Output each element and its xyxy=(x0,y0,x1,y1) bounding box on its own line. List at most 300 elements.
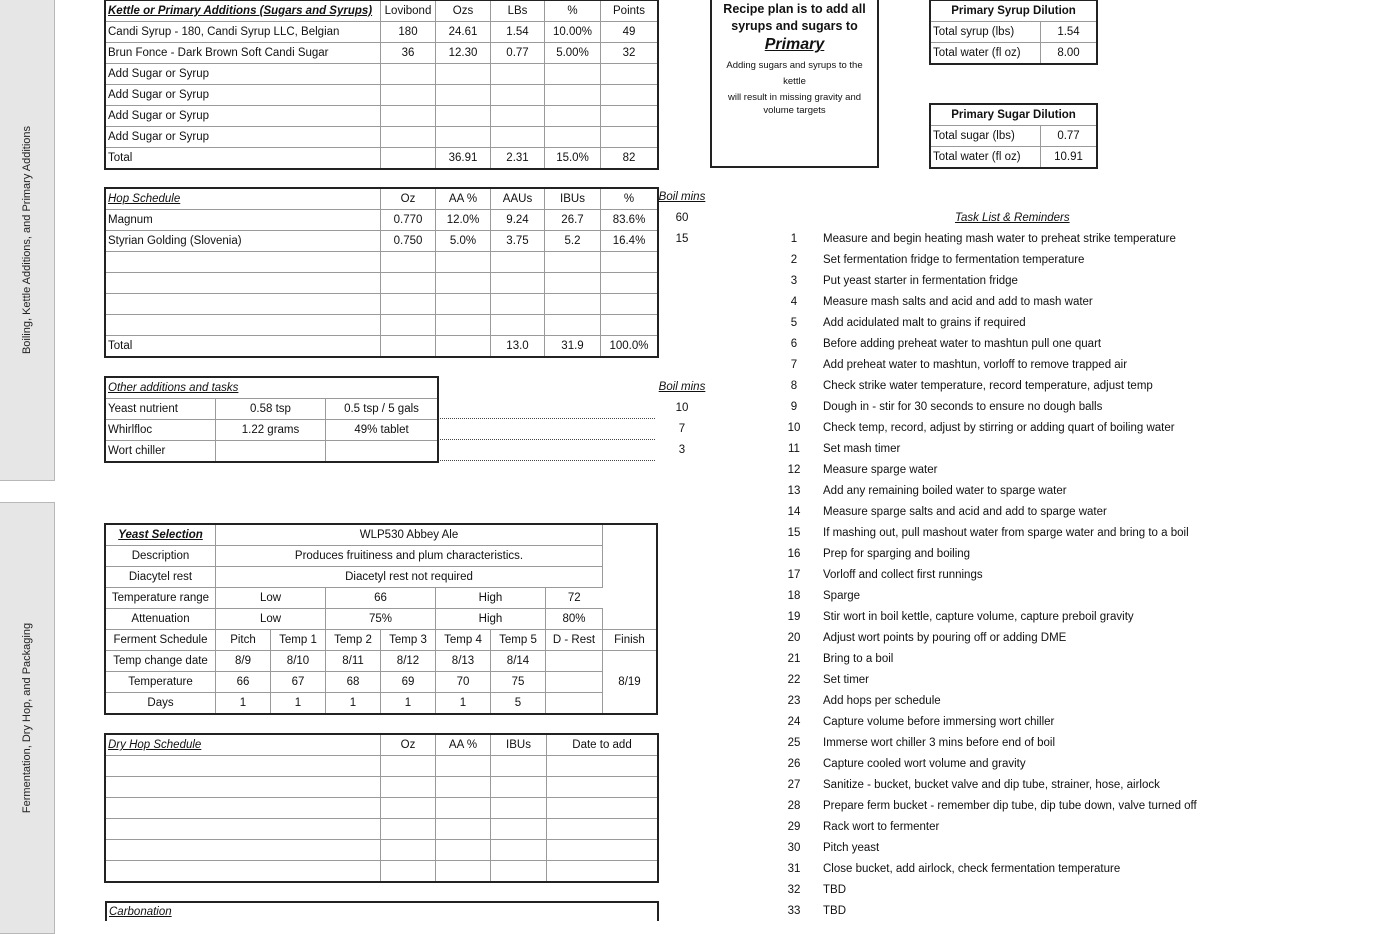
hop-cell xyxy=(545,273,601,294)
side-tab-fermentation[interactable] xyxy=(0,502,55,934)
dry-hop-header-ibus: IBUs xyxy=(491,735,547,756)
sugar-dilution-value[interactable]: 10.91 xyxy=(1041,147,1097,168)
side-tab-fermentation-label: Fermentation, Dry Hop, and Packaging xyxy=(21,622,33,814)
kettle-cell[interactable] xyxy=(545,85,601,106)
hop-cell[interactable] xyxy=(106,294,381,315)
yeast-tempr-cell[interactable]: 67 xyxy=(271,672,326,693)
task-number: 25 xyxy=(787,737,801,749)
hop-cell xyxy=(491,273,545,294)
syrup-dilution-title: Primary Syrup Dilution xyxy=(931,1,1097,22)
hop-cell: 83.6% xyxy=(601,210,658,231)
yeast-temp-high: 72 xyxy=(546,588,603,609)
hop-cell[interactable] xyxy=(436,252,491,273)
dry-hop-table xyxy=(105,734,658,882)
kettle-total-pct: 15.0% xyxy=(545,148,601,169)
task-item: Capture volume before immersing wort chiller xyxy=(823,716,1055,728)
kettle-cell[interactable] xyxy=(601,106,658,127)
table-row xyxy=(106,420,438,441)
table-row xyxy=(106,399,438,420)
yeast-date-cell[interactable]: 8/12 xyxy=(381,651,436,672)
other-boil-mins-value[interactable]: 7 xyxy=(678,423,686,435)
hop-header-aaus: AAUs xyxy=(491,189,545,210)
table-row xyxy=(106,22,658,43)
hop-cell[interactable] xyxy=(436,273,491,294)
side-tab-boiling[interactable] xyxy=(0,0,55,481)
task-item: Dough in - stir for 30 seconds to ensure no dough balls xyxy=(823,401,1103,413)
task-item: Check strike water temperature, record temperature, adjust temp xyxy=(823,380,1153,392)
other-boil-mins-label: Boil mins xyxy=(658,381,706,393)
sugar-dilution-value[interactable]: 0.77 xyxy=(1041,126,1097,147)
hop-cell xyxy=(491,252,545,273)
syrup-dilution-value[interactable]: 8.00 xyxy=(1041,43,1097,64)
yeast-date-cell[interactable]: 8/10 xyxy=(271,651,326,672)
dry-hop-cell[interactable] xyxy=(381,861,436,882)
dry-hop-cell[interactable] xyxy=(436,861,491,882)
dry-hop-cell xyxy=(491,777,547,798)
task-number: 1 xyxy=(790,233,798,245)
table-row xyxy=(106,609,657,630)
hop-schedule-table xyxy=(105,188,658,357)
task-number: 20 xyxy=(787,632,801,644)
recipe-plan-line1: Recipe plan is to add all xyxy=(723,2,866,16)
hop-cell[interactable] xyxy=(106,273,381,294)
table-row xyxy=(106,567,657,588)
other-cell: 49% tablet xyxy=(326,420,438,441)
task-number: 32 xyxy=(787,884,801,896)
dry-hop-cell[interactable] xyxy=(381,840,436,861)
task-item: Add hops per schedule xyxy=(823,695,941,707)
yeast-days-cell[interactable]: 1 xyxy=(436,693,491,714)
yeast-sched-cell: Pitch xyxy=(216,630,271,651)
task-number: 28 xyxy=(787,800,801,812)
hop-cell[interactable] xyxy=(436,294,491,315)
table-row xyxy=(106,756,658,777)
other-cell: Yeast nutrient xyxy=(106,399,216,420)
table-row xyxy=(106,861,658,882)
kettle-cell[interactable]: Add Sugar or Syrup xyxy=(106,106,381,127)
yeast-strain[interactable]: WLP530 Abbey Ale xyxy=(216,525,603,546)
dry-hop-cell[interactable] xyxy=(381,798,436,819)
hop-cell: 3.75 xyxy=(491,231,545,252)
task-number: 16 xyxy=(787,548,801,560)
task-number: 12 xyxy=(787,464,801,476)
task-item: Vorloff and collect first runnings xyxy=(823,569,983,581)
task-number: 30 xyxy=(787,842,801,854)
task-item: Stir wort in boil kettle, capture volume, capture preboil gravity xyxy=(823,611,1134,623)
task-item: Put yeast starter in fermentation fridge xyxy=(823,275,1018,287)
hop-cell xyxy=(545,294,601,315)
task-item: Adjust wort points by pouring off or adding DME xyxy=(823,632,1067,644)
table-row xyxy=(106,43,658,64)
task-item: Prep for sparging and boiling xyxy=(823,548,971,560)
dry-hop-cell[interactable] xyxy=(436,819,491,840)
task-number: 22 xyxy=(787,674,801,686)
dry-hop-cell[interactable] xyxy=(106,861,381,882)
task-item: Prepare ferm bucket - remember dip tube, dip tube down, valve turned off xyxy=(823,800,1197,812)
table-row xyxy=(106,840,658,861)
kettle-header-name: Kettle or Primary Additions (Sugars and Syrups) xyxy=(106,1,381,22)
task-number: 4 xyxy=(790,296,798,308)
kettle-cell[interactable]: 36 xyxy=(381,43,436,64)
yeast-temp-low-label: Low xyxy=(216,588,326,609)
task-item: Add preheat water to mashtun, vorloff to remove trapped air xyxy=(823,359,1128,371)
kettle-cell[interactable]: 1.54 xyxy=(491,22,545,43)
task-item: Sanitize - bucket, bucket valve and dip tube, strainer, hose, airlock xyxy=(823,779,1160,791)
kettle-total-ozs: 36.91 xyxy=(436,148,491,169)
yeast-description-label: Description xyxy=(106,546,216,567)
hop-cell[interactable] xyxy=(106,315,381,336)
kettle-cell[interactable] xyxy=(491,127,545,148)
table-row xyxy=(106,525,657,546)
hop-header-pct: % xyxy=(601,189,658,210)
task-number: 9 xyxy=(790,401,798,413)
task-number: 24 xyxy=(787,716,801,728)
kettle-cell[interactable]: Brun Fonce - Dark Brown Soft Candi Sugar xyxy=(106,43,381,64)
hop-total-row xyxy=(106,336,658,357)
sugar-dilution-label: Total water (fl oz) xyxy=(931,147,1041,168)
dry-hop-cell xyxy=(491,756,547,777)
dry-hop-cell[interactable] xyxy=(106,840,381,861)
yeast-temp-label: Temperature range xyxy=(106,588,216,609)
kettle-cell[interactable]: 5.00% xyxy=(545,43,601,64)
task-item: Measure sparge salts and acid and add to sparge water xyxy=(823,506,1107,518)
other-cell: 0.58 tsp xyxy=(216,399,326,420)
table-row xyxy=(106,127,658,148)
side-tab-boiling-label: Boiling, Kettle Additions, and Primary Additions xyxy=(21,125,33,355)
carbonation-label: Carbonation xyxy=(109,906,172,918)
hop-header-name: Hop Schedule xyxy=(106,189,381,210)
other-cell: 0.5 tsp / 5 gals xyxy=(326,399,438,420)
dry-hop-cell[interactable] xyxy=(106,756,381,777)
task-number: 26 xyxy=(787,758,801,770)
task-item: TBD xyxy=(823,905,846,917)
kettle-header-row xyxy=(106,1,658,22)
kettle-cell[interactable]: 10.00% xyxy=(545,22,601,43)
yeast-date-cell[interactable] xyxy=(546,651,603,672)
dry-hop-cell[interactable] xyxy=(381,756,436,777)
kettle-cell[interactable] xyxy=(436,85,491,106)
hop-cell[interactable] xyxy=(381,315,436,336)
dry-hop-cell[interactable] xyxy=(547,777,658,798)
yeast-table xyxy=(105,524,657,714)
task-number: 23 xyxy=(787,695,801,707)
sugar-dilution-title: Primary Sugar Dilution xyxy=(931,105,1097,126)
yeast-sched-cell: Temp 2 xyxy=(326,630,381,651)
yeast-sched-cell: Temp 3 xyxy=(381,630,436,651)
task-item: Before adding preheat water to mashtun pull one quart xyxy=(823,338,1102,350)
table-row xyxy=(106,294,658,315)
kettle-cell[interactable] xyxy=(436,127,491,148)
task-number: 2 xyxy=(790,254,798,266)
sugar-dilution-label: Total sugar (lbs) xyxy=(931,126,1041,147)
recipe-plan-line2: syrups and sugars to xyxy=(731,19,858,33)
yeast-atten-low: 75% xyxy=(326,609,436,630)
kettle-cell[interactable] xyxy=(601,64,658,85)
task-item: Rack wort to fermenter xyxy=(823,821,940,833)
yeast-sched-cell: Temp 5 xyxy=(491,630,546,651)
table-row xyxy=(106,819,658,840)
dry-hop-cell[interactable] xyxy=(106,819,381,840)
task-number: 15 xyxy=(787,527,801,539)
yeast-atten-label: Attenuation xyxy=(106,609,216,630)
hop-cell[interactable]: 0.750 xyxy=(381,231,436,252)
task-number: 19 xyxy=(787,611,801,623)
task-number: 11 xyxy=(788,443,800,455)
hop-cell xyxy=(601,273,658,294)
dry-hop-cell[interactable] xyxy=(436,756,491,777)
kettle-cell[interactable]: 0.77 xyxy=(491,43,545,64)
hop-cell: 26.7 xyxy=(545,210,601,231)
kettle-cell[interactable] xyxy=(436,64,491,85)
yeast-days-cell[interactable] xyxy=(546,693,603,714)
hop-cell: 5.2 xyxy=(545,231,601,252)
yeast-selection-label: Yeast Selection xyxy=(106,525,216,546)
kettle-cell[interactable] xyxy=(601,85,658,106)
hop-total-pct: 100.0% xyxy=(601,336,658,357)
task-item: Sparge xyxy=(823,590,861,602)
yeast-tempr-cell[interactable]: 69 xyxy=(381,672,436,693)
hop-header-row xyxy=(106,189,658,210)
dry-hop-cell[interactable] xyxy=(381,819,436,840)
yeast-tempr-cell[interactable]: 66 xyxy=(216,672,271,693)
dry-hop-cell[interactable] xyxy=(106,777,381,798)
kettle-cell[interactable] xyxy=(381,85,436,106)
yeast-date-cell[interactable]: 8/11 xyxy=(326,651,381,672)
hop-cell xyxy=(545,315,601,336)
dry-hop-cell[interactable] xyxy=(381,777,436,798)
kettle-cell[interactable]: 12.30 xyxy=(436,43,491,64)
kettle-cell[interactable]: Candi Syrup - 180, Candi Syrup LLC, Belgian xyxy=(106,22,381,43)
kettle-total-lbs: 2.31 xyxy=(491,148,545,169)
yeast-atten-high-label: High xyxy=(436,609,546,630)
other-additions-header: Other additions and tasks xyxy=(106,378,438,399)
hop-cell[interactable] xyxy=(381,273,436,294)
kettle-header-pct: % xyxy=(545,1,601,22)
yeast-sched-cell: D - Rest xyxy=(546,630,603,651)
hop-cell xyxy=(491,315,545,336)
hop-cell[interactable] xyxy=(381,294,436,315)
kettle-cell[interactable] xyxy=(545,64,601,85)
yeast-tempr-cell[interactable]: 70 xyxy=(436,672,491,693)
hop-header-aa: AA % xyxy=(436,189,491,210)
syrup-dilution-table xyxy=(930,0,1097,64)
other-boil-mins-value[interactable]: 10 xyxy=(675,402,689,414)
dry-hop-cell xyxy=(491,861,547,882)
syrup-dilution-label: Total syrup (lbs) xyxy=(931,22,1041,43)
task-item: Measure mash salts and acid and add to mash water xyxy=(823,296,1093,308)
other-additions-table xyxy=(105,377,438,462)
yeast-tempr-cell[interactable]: 68 xyxy=(326,672,381,693)
dry-hop-cell[interactable] xyxy=(547,861,658,882)
table-row xyxy=(106,273,658,294)
dry-hop-cell xyxy=(491,798,547,819)
hop-cell[interactable] xyxy=(436,315,491,336)
kettle-cell[interactable] xyxy=(545,127,601,148)
hop-cell[interactable]: 5.0% xyxy=(436,231,491,252)
kettle-cell[interactable] xyxy=(381,127,436,148)
kettle-cell[interactable]: 24.61 xyxy=(436,22,491,43)
kettle-cell[interactable] xyxy=(381,64,436,85)
yeast-sched-cell: Temp 1 xyxy=(271,630,326,651)
kettle-cell[interactable] xyxy=(491,85,545,106)
task-item: Pitch yeast xyxy=(823,842,880,854)
kettle-cell[interactable]: Add Sugar or Syrup xyxy=(106,85,381,106)
kettle-cell[interactable] xyxy=(545,106,601,127)
table-row xyxy=(106,588,657,609)
table-row xyxy=(106,252,658,273)
hop-header-ibus: IBUs xyxy=(545,189,601,210)
hop-cell xyxy=(491,294,545,315)
table-row xyxy=(106,85,658,106)
task-item: If mashing out, pull mashout water from sparge water and bring to a boil xyxy=(823,527,1189,539)
yeast-tempr-cell[interactable]: 75 xyxy=(491,672,546,693)
table-row xyxy=(931,43,1097,64)
yeast-diacetyl-label: Diacytel rest xyxy=(106,567,216,588)
syrup-dilution-label: Total water (fl oz) xyxy=(931,43,1041,64)
table-row xyxy=(106,315,658,336)
table-row xyxy=(106,630,657,651)
hop-cell[interactable] xyxy=(381,252,436,273)
task-item: Set mash timer xyxy=(823,443,901,455)
dry-hop-cell[interactable] xyxy=(547,756,658,777)
dry-hop-header-row xyxy=(106,735,658,756)
task-number: 6 xyxy=(790,338,798,350)
task-item: Measure and begin heating mash water to preheat strike temperature xyxy=(823,233,1176,245)
other-cell: Whirlfloc xyxy=(106,420,216,441)
yeast-tempr-cell[interactable] xyxy=(546,672,603,693)
yeast-date-cell[interactable]: 8/9 xyxy=(216,651,271,672)
table-row xyxy=(106,64,658,85)
table-row xyxy=(106,777,658,798)
task-item: Set timer xyxy=(823,674,870,686)
hop-boil-mins-value[interactable]: 60 xyxy=(675,212,689,224)
task-item: Add any remaining boiled water to sparge water xyxy=(823,485,1067,497)
kettle-cell[interactable] xyxy=(436,106,491,127)
dry-hop-cell[interactable] xyxy=(547,840,658,861)
yeast-sched-label: Ferment Schedule xyxy=(106,630,216,651)
dry-hop-cell[interactable] xyxy=(106,798,381,819)
other-cell xyxy=(216,441,326,462)
yeast-days-cell[interactable]: 1 xyxy=(326,693,381,714)
recipe-plan-note3: will result in missing gravity and xyxy=(727,92,862,103)
kettle-header-lbs: LBs xyxy=(491,1,545,22)
hop-cell[interactable] xyxy=(106,252,381,273)
kettle-cell xyxy=(381,148,436,169)
hop-total-aaus: 13.0 xyxy=(491,336,545,357)
kettle-header-ozs: Ozs xyxy=(436,1,491,22)
other-cell: Wort chiller xyxy=(106,441,216,462)
other-dotted-line xyxy=(440,460,655,461)
yeast-description: Produces fruitiness and plum characteristics. xyxy=(216,546,603,567)
dry-hop-cell[interactable] xyxy=(547,798,658,819)
table-row xyxy=(931,22,1097,43)
dry-hop-cell[interactable] xyxy=(547,819,658,840)
task-number: 29 xyxy=(787,821,801,833)
kettle-cell[interactable]: Add Sugar or Syrup xyxy=(106,127,381,148)
task-number: 33 xyxy=(787,905,801,917)
dry-hop-cell[interactable] xyxy=(436,840,491,861)
yeast-days-cell[interactable]: 5 xyxy=(491,693,546,714)
yeast-days-label: Days xyxy=(106,693,216,714)
table-row xyxy=(106,672,657,693)
hop-cell[interactable]: 0.770 xyxy=(381,210,436,231)
hop-cell[interactable]: Styrian Golding (Slovenia) xyxy=(106,231,381,252)
kettle-cell[interactable]: 49 xyxy=(601,22,658,43)
other-boil-mins-value[interactable]: 3 xyxy=(678,444,686,456)
task-number: 31 xyxy=(787,863,801,875)
dry-hop-cell[interactable] xyxy=(436,798,491,819)
hop-total-ibus: 31.9 xyxy=(545,336,601,357)
yeast-date-cell[interactable]: 8/14 xyxy=(491,651,546,672)
table-row xyxy=(106,651,657,672)
table-row xyxy=(106,441,438,462)
table-row xyxy=(106,546,657,567)
other-dotted-line xyxy=(440,418,655,419)
task-item: Add acidulated malt to grains if required xyxy=(823,317,1026,329)
yeast-sched-cell: Temp 4 xyxy=(436,630,491,651)
task-number: 18 xyxy=(787,590,801,602)
task-item: Check temp, record, adjust by stirring or adding quart of boiling water xyxy=(823,422,1175,434)
dry-hop-cell[interactable] xyxy=(436,777,491,798)
recipe-plan-target: Primary xyxy=(764,36,825,53)
yeast-diacetyl: Diacetyl rest not required xyxy=(216,567,603,588)
table-row xyxy=(106,693,657,714)
kettle-cell[interactable]: Add Sugar or Syrup xyxy=(106,64,381,85)
kettle-header-lovibond: Lovibond xyxy=(381,1,436,22)
hop-boil-mins-value[interactable]: 15 xyxy=(675,233,689,245)
task-number: 17 xyxy=(787,569,801,581)
table-row xyxy=(106,798,658,819)
hop-header-oz: Oz xyxy=(381,189,436,210)
task-item: Immerse wort chiller 3 mins before end of boil xyxy=(823,737,1056,749)
kettle-cell[interactable]: 180 xyxy=(381,22,436,43)
yeast-days-cell[interactable]: 1 xyxy=(216,693,271,714)
kettle-cell[interactable] xyxy=(491,106,545,127)
table-row xyxy=(931,147,1097,168)
other-dotted-line xyxy=(440,439,655,440)
table-row xyxy=(106,106,658,127)
kettle-header-points: Points xyxy=(601,1,658,22)
hop-cell[interactable]: Magnum xyxy=(106,210,381,231)
dry-hop-header-date: Date to add xyxy=(547,735,658,756)
yeast-date-cell[interactable]: 8/13 xyxy=(436,651,491,672)
kettle-cell[interactable] xyxy=(601,127,658,148)
yeast-atten-low-label: Low xyxy=(216,609,326,630)
task-number: 21 xyxy=(787,653,801,665)
task-number: 8 xyxy=(790,380,798,392)
dry-hop-header-aa: AA % xyxy=(436,735,491,756)
yeast-tempr-label: Temperature xyxy=(106,672,216,693)
task-number: 3 xyxy=(790,275,798,287)
kettle-total-points: 82 xyxy=(601,148,658,169)
hop-cell[interactable]: 12.0% xyxy=(436,210,491,231)
task-item: Measure sparge water xyxy=(823,464,938,476)
task-number: 5 xyxy=(790,317,798,329)
kettle-cell[interactable] xyxy=(381,106,436,127)
dry-hop-header-oz: Oz xyxy=(381,735,436,756)
yeast-days-cell[interactable]: 1 xyxy=(271,693,326,714)
recipe-plan-note4: volume targets xyxy=(763,105,826,116)
yeast-atten-high: 80% xyxy=(546,609,603,630)
syrup-dilution-value[interactable]: 1.54 xyxy=(1041,22,1097,43)
table-row xyxy=(931,126,1097,147)
task-item: TBD xyxy=(823,884,846,896)
kettle-cell[interactable]: 32 xyxy=(601,43,658,64)
task-item: Capture cooled wort volume and gravity xyxy=(823,758,1026,770)
hop-cell xyxy=(601,294,658,315)
yeast-days-cell[interactable]: 1 xyxy=(381,693,436,714)
kettle-cell[interactable] xyxy=(491,64,545,85)
